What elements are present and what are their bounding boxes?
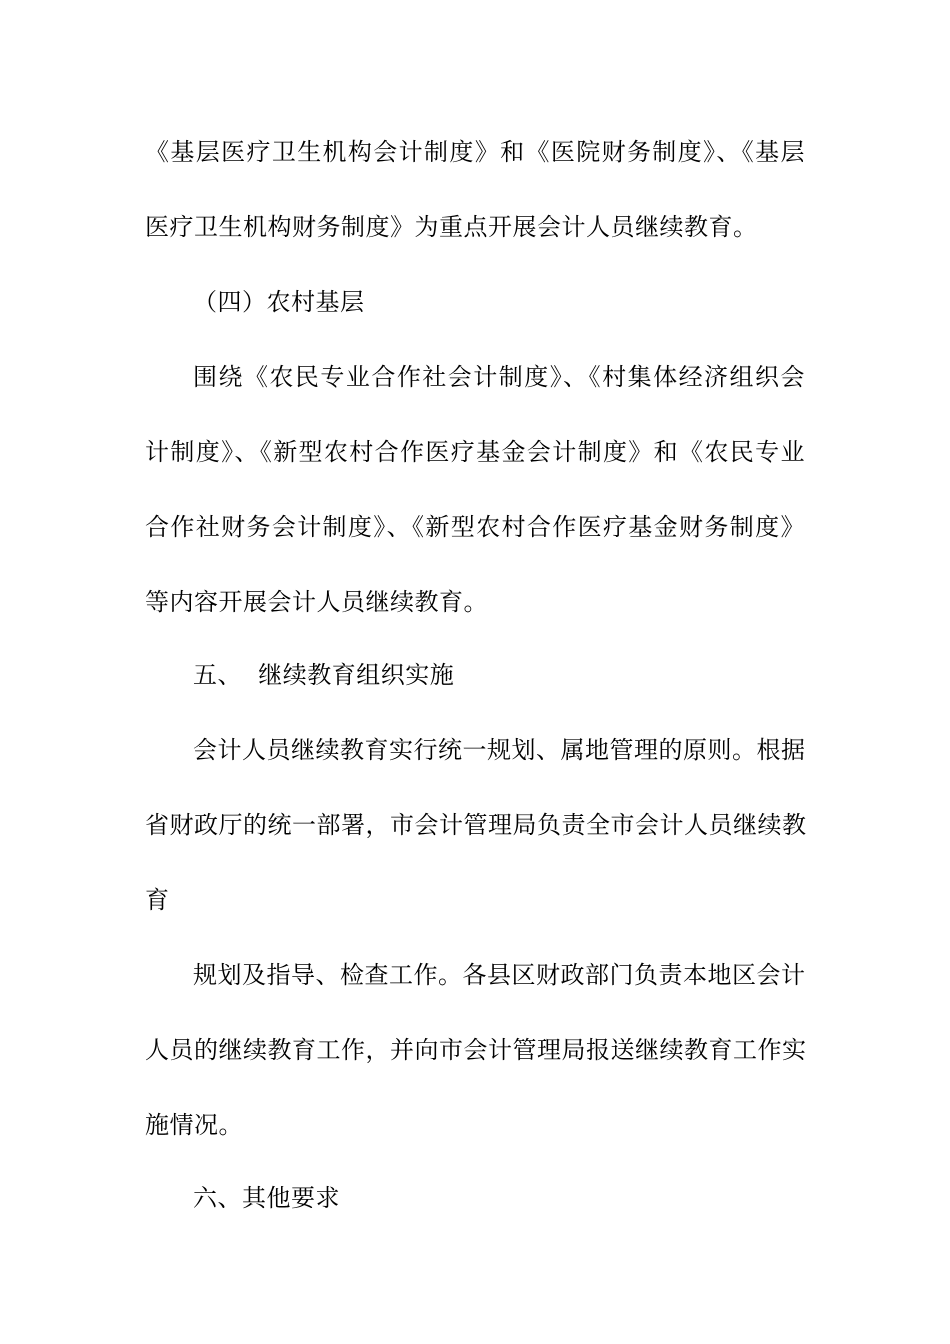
section-heading-six: 六、其他要求: [193, 1184, 340, 1212]
text-line-5: 计制度》、《新型农村合作医疗基金会计制度》和《农民专业: [145, 438, 805, 466]
text-line-9: 会计人员继续教育实行统一规划、属地管理的原则。根据: [193, 736, 806, 764]
section-heading-rural: （四）农村基层: [193, 288, 365, 316]
text-line-10: 省财政厅的统一部署，市会计管理局负责全市会计人员继续教: [145, 811, 807, 839]
section-heading-five: 五、 继续教育组织实施: [193, 661, 455, 689]
text-line-11: 育: [145, 886, 170, 914]
text-line-13: 人员的继续教育工作，并向市会计管理局报送继续教育工作实: [145, 1036, 807, 1064]
text-line-1: 《基层医疗卫生机构会计制度》和《医院财务制度》、《基层: [145, 138, 805, 166]
text-line-2: 医疗卫生机构财务制度》为重点开展会计人员继续教育。: [145, 213, 758, 241]
text-line-7: 等内容开展会计人员继续教育。: [145, 588, 488, 616]
text-line-6: 合作社财务会计制度》、《新型农村合作医疗基金财务制度》: [145, 513, 805, 541]
text-line-12: 规划及指导、检查工作。各县区财政部门负责本地区会计: [193, 961, 806, 989]
text-line-4: 围绕《农民专业合作社会计制度》、《村集体经济组织会: [193, 363, 805, 391]
text-line-14: 施情况。: [145, 1111, 243, 1139]
